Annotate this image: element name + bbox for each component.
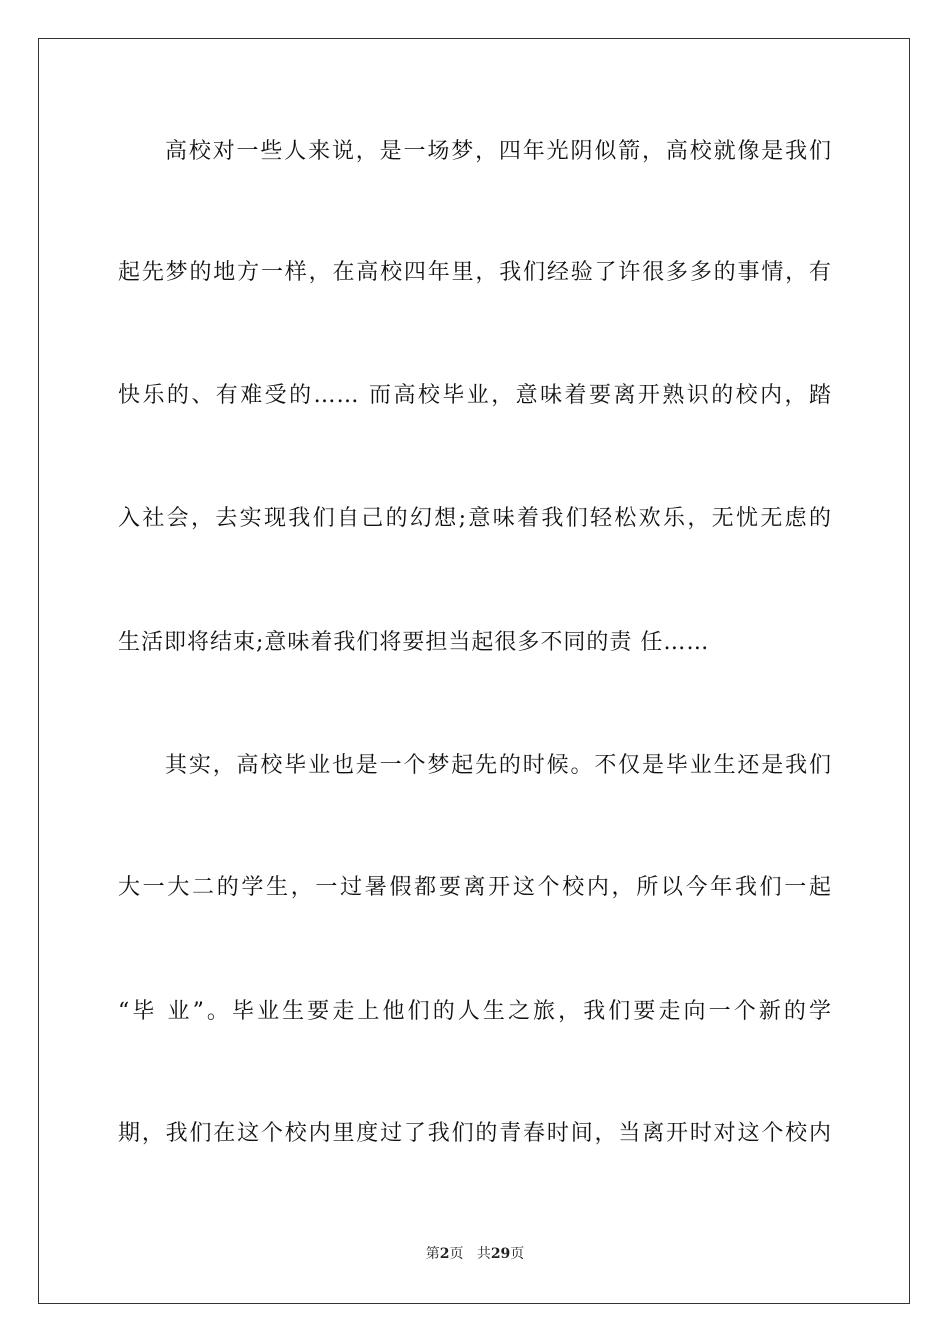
page-footer	[0, 1245, 950, 1263]
paragraph-2-line-3: “毕 业”。毕业生要走上他们的人生之旅，我们要走向一个新的学	[118, 999, 832, 1024]
footer-total-prefix: 共	[476, 1246, 491, 1262]
footer-page-suffix: 页	[449, 1246, 464, 1262]
paragraph-2-line-4: 期，我们在这个校内里度过了我们的青春时间，当离开时对这个校内	[118, 1121, 832, 1146]
paragraph-1-line-2: 起先梦的地方一样，在高校四年里，我们经验了许很多多的事情，有	[118, 260, 832, 285]
page-border	[38, 38, 910, 1304]
paragraph-1-line-4: 入社会，去实现我们自己的幻想;意味着我们轻松欢乐，无忧无虑的	[118, 506, 832, 531]
paragraph-1-line-3: 快乐的、有难受的…… 而高校毕业，意味着要离开熟识的校内，踏	[118, 383, 832, 408]
footer-page-number: 2	[439, 1246, 450, 1262]
paragraph-2-line-2: 大一大二的学生，一过暑假都要离开这个校内，所以今年我们一起	[118, 875, 832, 900]
footer-total-suffix: 页	[510, 1246, 525, 1262]
paragraph-1-line-1: 高校对一些人来说，是一场梦，四年光阴似箭，高校就像是我们	[165, 139, 832, 164]
paragraph-1-line-5: 生活即将结束;意味着我们将要担当起很多不同的责 任……	[118, 630, 710, 655]
paragraph-2-line-1: 其实，高校毕业也是一个梦起先的时候。不仅是毕业生还是我们	[165, 753, 832, 778]
footer-page-prefix: 第	[425, 1246, 440, 1262]
footer-total-pages: 29	[490, 1246, 511, 1262]
